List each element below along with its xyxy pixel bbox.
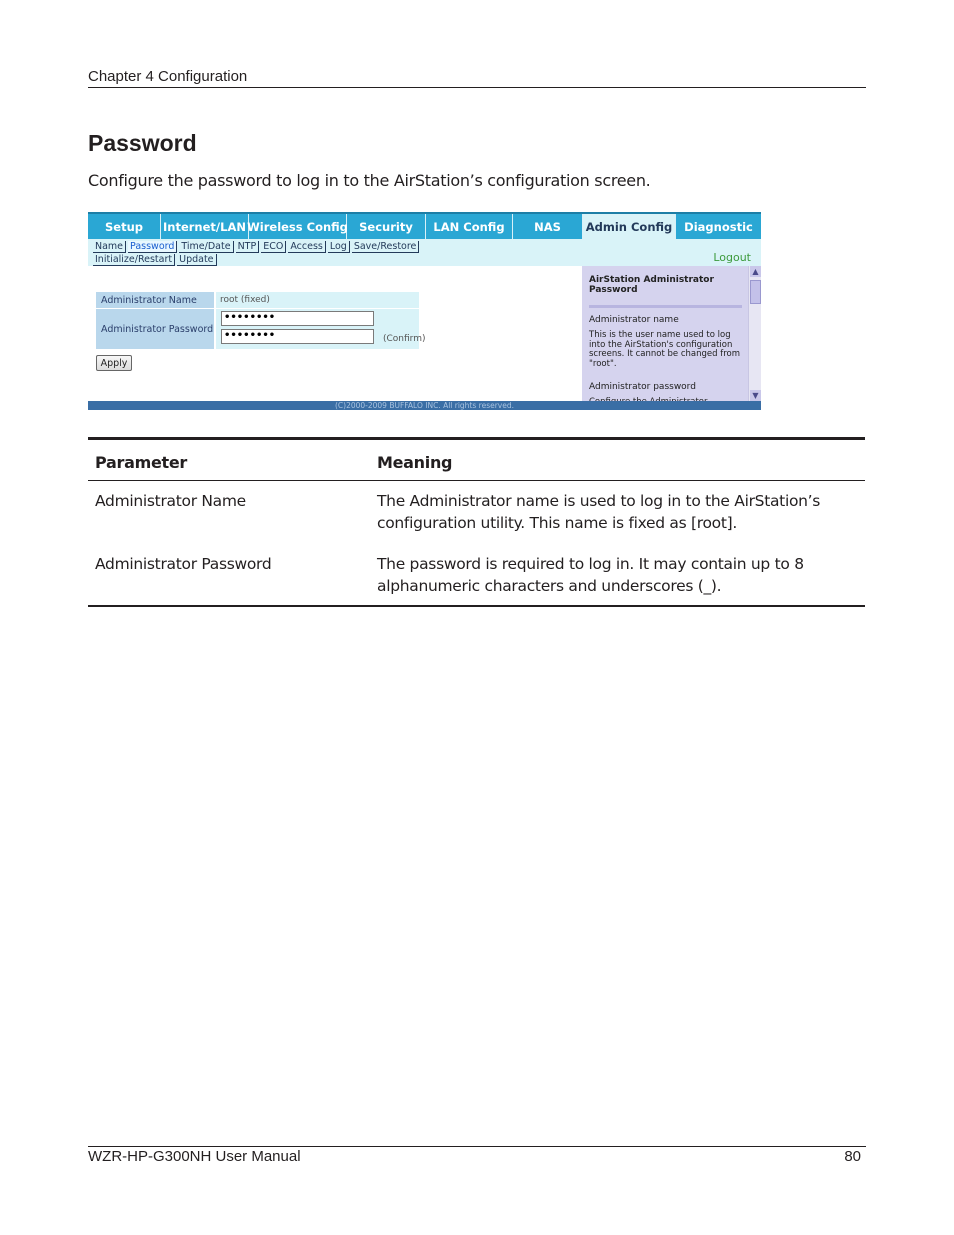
row-meaning-line: configuration utility. This name is fixed as [root]. [377, 513, 738, 532]
row-meaning-line: The Administrator name is used to log in to the AirStation’s [377, 492, 821, 510]
chapter-header: Chapter 4 Configuration [88, 68, 248, 85]
row-meaning-line: alphanumeric characters and underscores (_). [377, 576, 722, 595]
section-title: Password [88, 130, 197, 156]
help-heading: AirStation Administrator Password [589, 275, 714, 295]
sub-link-update[interactable]: Update [177, 254, 216, 266]
footer-divider [88, 1146, 866, 1147]
help-divider [589, 305, 742, 308]
top-nav [88, 212, 761, 239]
sub-link-eco[interactable]: ECO [261, 241, 286, 253]
help-panel [582, 266, 748, 401]
password-input[interactable]: •••••••• [221, 311, 374, 326]
admin-name-row [96, 292, 419, 308]
confirm-label: (Confirm) [383, 334, 426, 344]
tab-security[interactable]: Security [347, 214, 426, 239]
confirm-password-input[interactable]: •••••••• [221, 329, 374, 344]
tab-admin-config[interactable]: Admin Config [583, 214, 676, 239]
header-parameter: Parameter [95, 453, 187, 472]
admin-password-row [96, 309, 426, 349]
scroll-thumb[interactable] [750, 280, 761, 304]
row-meaning [377, 554, 847, 597]
tab-internet-lan[interactable]: Internet/LAN [161, 214, 249, 239]
sub-link-name[interactable]: Name [93, 241, 126, 253]
logout-link[interactable]: Logout [713, 251, 751, 264]
scroll-down-icon[interactable]: ▼ [750, 390, 761, 401]
scroll-up-icon[interactable]: ▲ [750, 266, 761, 277]
apply-button[interactable]: Apply [96, 355, 132, 371]
sub-link-ntp[interactable]: NTP [236, 241, 260, 253]
admin-name-value: root (fixed) [216, 292, 419, 308]
parameter-table [88, 437, 865, 604]
admin-name-label: Administrator Name [96, 292, 214, 308]
sub-link-save-restore[interactable]: Save/Restore [352, 241, 420, 253]
help-scrollbar[interactable] [748, 266, 761, 401]
help-admin-password-title: Administrator password [589, 382, 696, 392]
row-meaning [377, 491, 847, 534]
table-bottom-rule [88, 605, 865, 607]
row-meaning-line: The password is required to log in. It may contain up to 8 [377, 555, 804, 573]
router-config-screenshot [88, 212, 761, 410]
help-admin-name-text: This is the user name used to log into the AirStation's configuration screens. It cannot be changed from "root". [589, 330, 741, 369]
help-admin-name-title: Administrator name [589, 315, 679, 325]
intro-paragraph: Configure the password to log in to the AirStation’s configuration screen. [88, 171, 651, 190]
sub-link-time-date[interactable]: Time/Date [179, 241, 233, 253]
copyright-bar: (C)2000-2009 BUFFALO INC. All rights reserved. [88, 401, 761, 410]
sub-nav-bar [88, 239, 761, 266]
sub-link-log[interactable]: Log [328, 241, 350, 253]
password-form [88, 266, 582, 401]
row-parameter: Administrator Password [95, 555, 272, 573]
table-row [88, 544, 865, 604]
header-meaning: Meaning [377, 453, 453, 472]
admin-password-label: Administrator Password [96, 309, 214, 349]
row-parameter: Administrator Name [95, 492, 246, 510]
tab-setup[interactable]: Setup [88, 214, 161, 239]
tab-wireless-config[interactable]: Wireless Config [249, 214, 347, 239]
tab-lan-config[interactable]: LAN Config [426, 214, 513, 239]
sub-link-initialize-restart[interactable]: Initialize/Restart [93, 254, 175, 266]
tab-nas[interactable]: NAS [513, 214, 583, 239]
manual-title: WZR-HP-G300NH User Manual [88, 1148, 301, 1165]
sub-link-access[interactable]: Access [288, 241, 326, 253]
page-number: 80 [844, 1148, 861, 1165]
table-header [88, 440, 865, 481]
header-divider [88, 87, 866, 88]
sub-link-password[interactable]: Password [128, 241, 177, 253]
sub-nav-links [93, 241, 493, 267]
tab-diagnostic[interactable]: Diagnostic [684, 219, 753, 234]
table-row [88, 481, 865, 544]
